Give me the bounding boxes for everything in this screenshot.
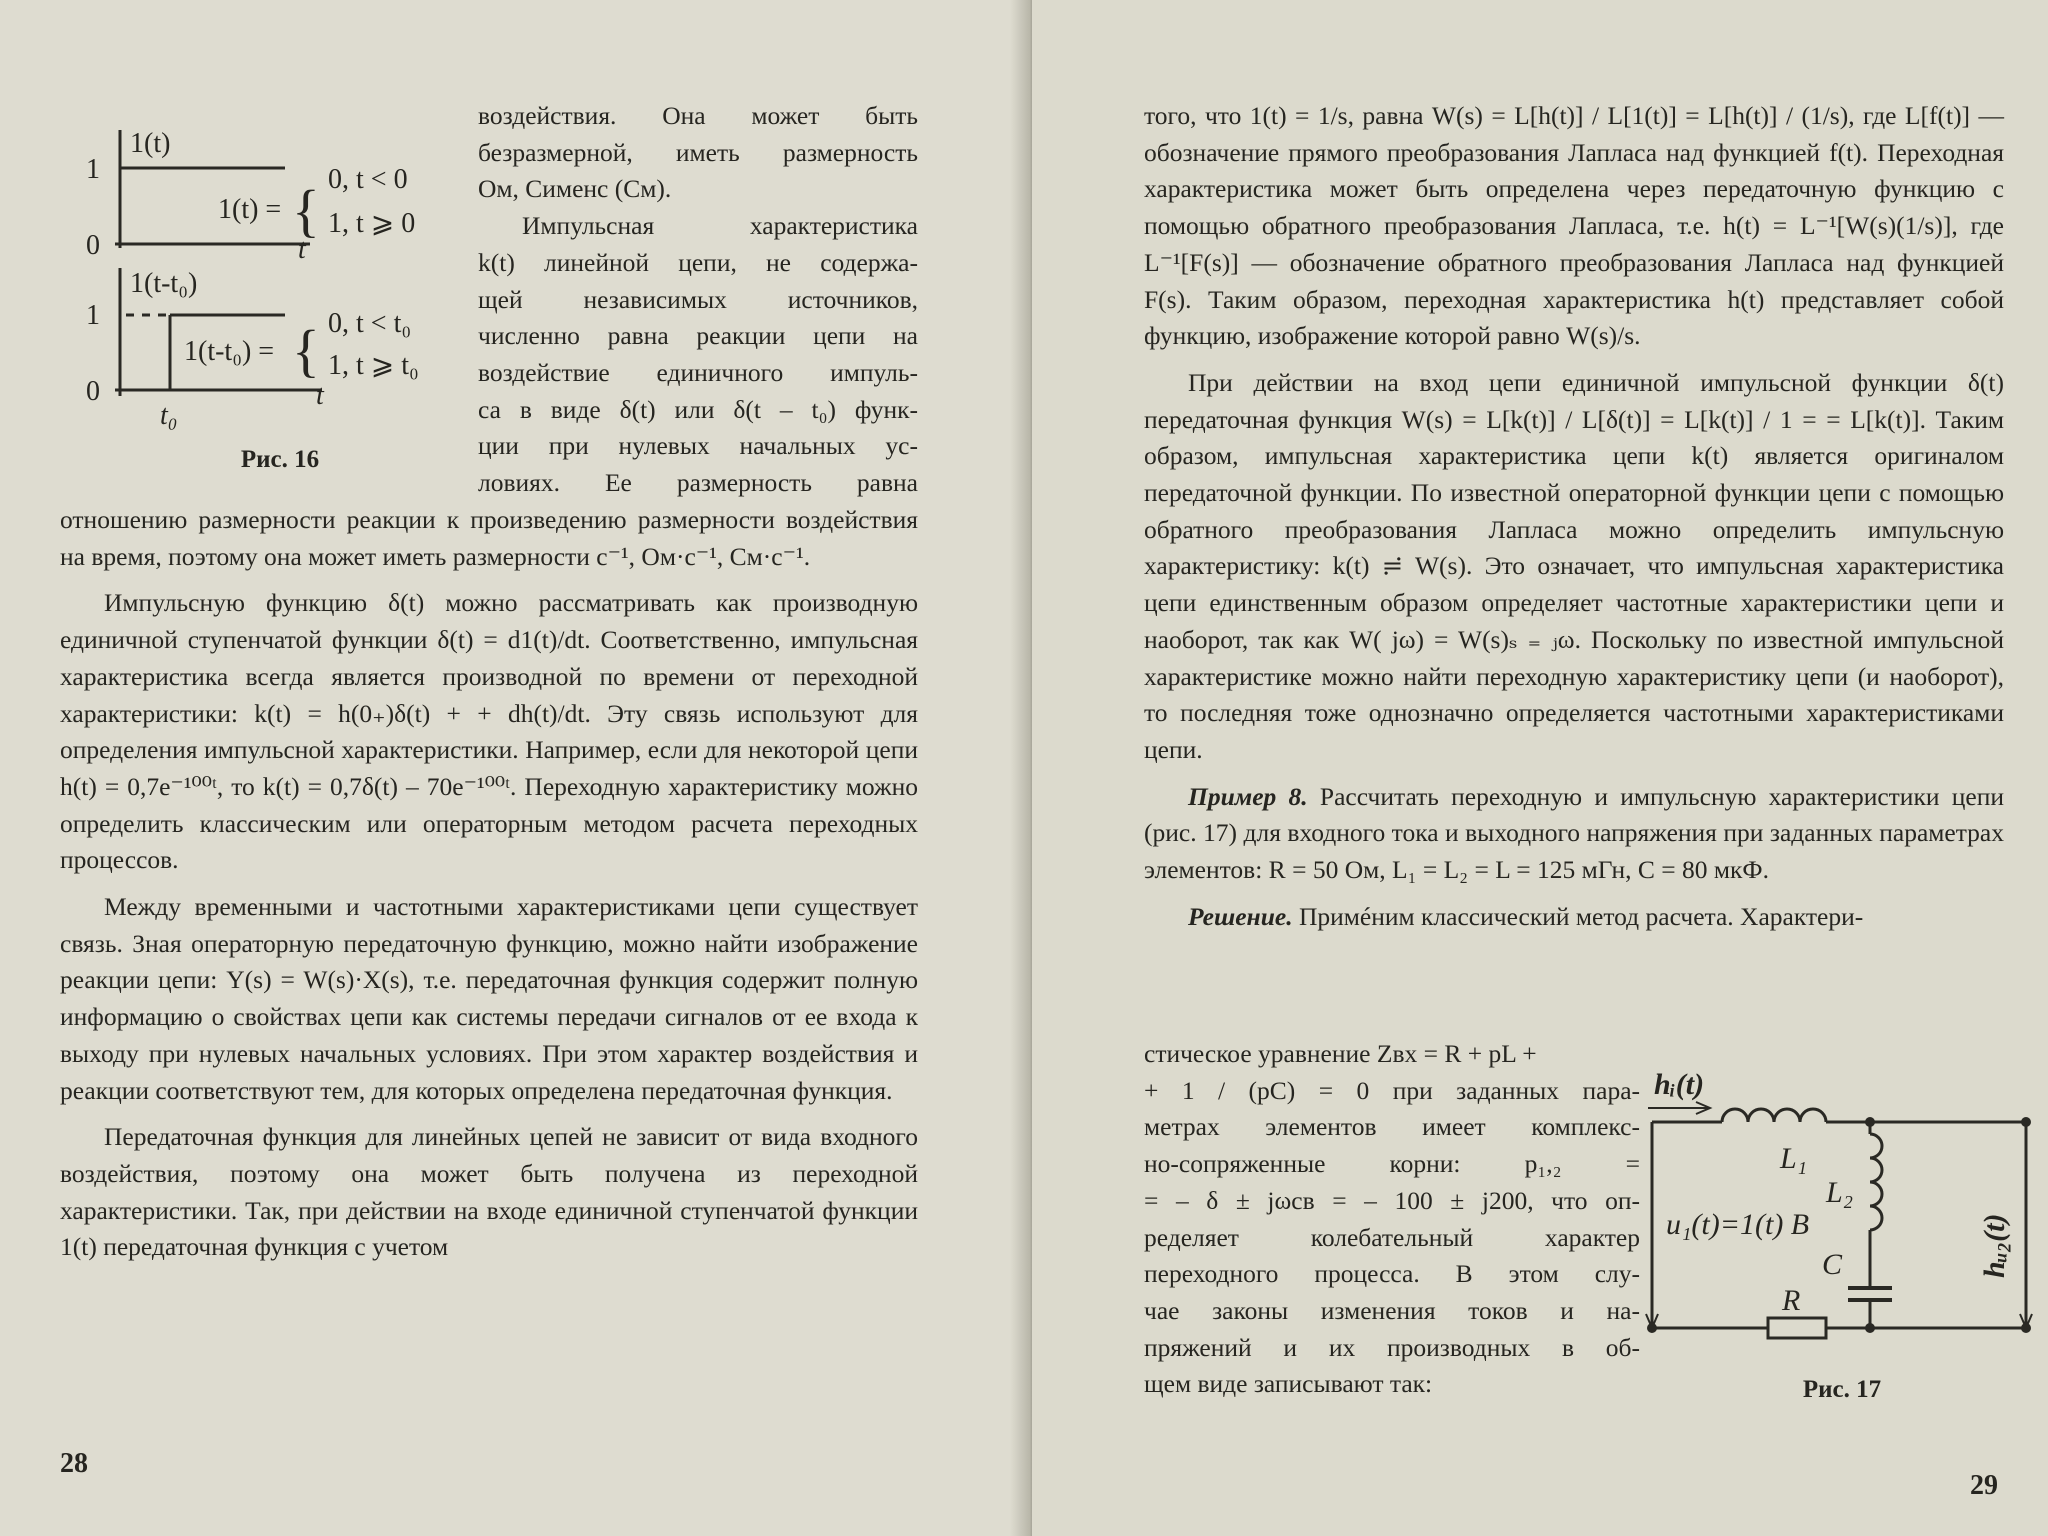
figure-16-caption: Рис. 16 — [240, 446, 320, 473]
graph1-y-one: 1 — [86, 154, 100, 185]
side-line: ловиях. Ее размерность равна — [478, 468, 918, 498]
side-line: воздействие единичного импуль- — [478, 357, 918, 387]
right-page — [1032, 0, 2048, 1536]
paragraph: отношению размерности реакции к произведению размерности воздействия на время, поэтому она может иметь размерности с⁻¹, Ом·с⁻¹, См·с⁻¹. — [60, 505, 918, 571]
side-line: безразмерной, иметь размерность — [478, 137, 918, 167]
side-line: щей независимых источников, — [478, 284, 918, 314]
graph2-y-zero: 0 — [86, 376, 100, 407]
paragraph: Импульсную функцию δ(t) можно рассматривать как производную единичной ступенчатой функции δ(t) = d1(t)/dt. Соответственно, импульсная характеристика всегда является производной по времени от переходной характеристики: k(t) = h(0₊)δ(t) + + dh(t)/dt. Эту связь используют для определения импульсной характеристики. Например, если для некоторой цепи h(t) = 0,7e⁻¹⁰⁰ᵗ, то k(t) = 0,7δ(t) – 70e⁻¹⁰⁰ᵗ. Переходную характеристику можно определить классическим или операторным методом расчета переходных процессов. — [60, 588, 918, 875]
label-r: R — [1782, 1284, 1801, 1317]
left-body-text — [60, 502, 918, 1266]
side-line: Импульсная характеристика — [522, 211, 918, 241]
label-output: hᵤ₂(t) — [1978, 1213, 2011, 1278]
right-body-text — [1144, 98, 2004, 935]
graph1-case2: 1, t ⩾ 0 — [328, 208, 416, 239]
side-line: Ом, Сименс (См). — [478, 174, 672, 204]
side-line: метрах элементов имеет комплекс- — [1144, 1112, 1640, 1142]
inductor-l1 — [1722, 1109, 1826, 1122]
figure-16 — [60, 118, 470, 448]
side-line: = – δ ± jωсв = – 100 ± j200, что оп- — [1144, 1185, 1640, 1215]
resistor-r — [1768, 1318, 1826, 1338]
side-line: чае законы изменения токов и на- — [1144, 1295, 1640, 1325]
paragraph: Между временными и частотными характеристиками цепи существует связь. Зная операторную передаточную функцию, можно найти изображение реакции цепи: Y(s) = W(s)·X(s), т.е. передаточная функция содержит полную информацию о свойствах цепи как системы передачи сигналов от ее входа к выходу при нулевых начальных условиях. При этом характер воздействия и реакции соответствуют тем, для которых определена передаточная функция. — [60, 892, 918, 1105]
side-line: + 1 / (pC) = 0 при заданных пара- — [1144, 1075, 1640, 1105]
graph1-brace: { — [292, 178, 320, 243]
label-l1: L₁ — [1780, 1142, 1808, 1175]
right-side-text — [1144, 1036, 1640, 1403]
graph1-case1: 0, t < 0 — [328, 164, 408, 195]
left-side-text — [478, 98, 918, 502]
side-line: ределяет колебательный характер — [1144, 1222, 1640, 1252]
graph1-label: 1(t) — [130, 128, 171, 159]
side-line: переходного процесса. В этом слу- — [1144, 1259, 1640, 1289]
graph2-case1: 0, t < t₀ — [328, 308, 412, 339]
graph1-y-zero: 0 — [86, 230, 100, 261]
side-line: численно равна реакции цепи на — [478, 321, 918, 351]
example-paragraph — [1144, 779, 2004, 889]
graph2-eq-lhs: 1(t-t₀) = — [184, 336, 275, 367]
side-line: стическое уравнение Zвх = R + pL + — [1144, 1039, 1537, 1068]
graph1-x-label: t — [298, 234, 306, 265]
graph2-x-label: t — [316, 380, 324, 411]
graph2-y-one: 1 — [86, 300, 100, 331]
side-line: воздействия. Она может быть — [478, 101, 918, 130]
side-line: пряжений и их производных в об- — [1144, 1332, 1640, 1362]
label-c: C — [1822, 1248, 1843, 1281]
solution-label: Решение. — [1188, 901, 1293, 931]
label-l2: L₂ — [1826, 1176, 1854, 1209]
paragraph: Передаточная функция для линейных цепей не зависит от вида входного воздействия, поэтому она может быть получена из переходной характеристики. Так, при действии на входе единичной ступенчатой функции 1(t) передаточная функция с учетом — [60, 1122, 918, 1262]
graph2-case2: 1, t ⩾ t₀ — [328, 350, 419, 381]
graph2-label: 1(t-t₀) — [130, 268, 198, 299]
graph2-t0-label: t₀ — [160, 400, 178, 431]
side-line: k(t) линейной цепи, не содержа- — [478, 247, 918, 277]
paragraph: При действии на вход цепи единичной импульсной функции δ(t) передаточная функция W(s) = L[k(t)] / L[δ(t)] = L[k(t)] / 1 = = L[k(t)]. Таким образом, импульсная характеристика цепи k(t) является оригиналом передаточной функции. По известной операторной функции цепи с помощью обратного преобразования Лапласа можно определить импульсную характеристику: k(t) ≓ W(s). Это означает, что импульсная характеристика цепи единственным образом определяет частотные характеристики цепи и наоборот, так как W( jω) = W(s)ₛ ₌ ⱼω. Поскольку по известной импульсной характеристике можно найти переходную характеристику цепи (и наоборот), то последняя тоже однозначно определяется частотными характеристиками цепи. — [1144, 367, 2004, 764]
example-text: Рассчитать переходную и импульсную характеристики цепи (рис. 17) для входного тока и выходного напряжения при заданных параметрах элементов: R = 50 Ом, L₁ = L₂ = L = 125 мГн, C = 80 мкФ. — [1144, 781, 2004, 885]
figure-17-caption: Рис. 17 — [1802, 1376, 1882, 1403]
solution-paragraph — [1144, 899, 2004, 936]
side-line: ции при нулевых начальных ус- — [478, 431, 918, 461]
label-source: u₁(t)=1(t) В — [1666, 1208, 1810, 1241]
graph2-brace: { — [292, 318, 320, 383]
figure-17-circuit — [1642, 1058, 2042, 1358]
label-current: hᵢ(t) — [1654, 1068, 1705, 1101]
side-line: но-сопряженные корни: p₁,₂ = — [1144, 1149, 1640, 1179]
page-number: 28 — [60, 1448, 88, 1479]
inductor-l2 — [1870, 1134, 1882, 1230]
paragraph: того, что 1(t) = 1/s, равна W(s) = L[h(t)] / L[1(t)] = L[h(t)] / (1/s), где L[f(t)] — обозначение прямого преобразования Лапласа над функцией f(t). Переходная характеристика может быть определена через передаточную функцию с помощью обратного преобразования Лапласа, т.е. h(t) = L⁻¹[W(s)(1/s)], где L⁻¹[F(s)] — обозначение обратного преобразования Лапласа над функцией F(s). Таким образом, переходная характеристика h(t) представляет собой функцию, изображение которой равно W(s)/s. — [1144, 101, 2004, 351]
side-line: щем виде записывают так: — [1144, 1369, 1433, 1399]
example-label: Пример 8. — [1188, 781, 1308, 811]
side-line: са в виде δ(t) или δ(t – t₀) функ- — [478, 394, 918, 424]
solution-text: Примéним классический метод расчета. Характери- — [1292, 901, 1864, 931]
page-number: 29 — [1970, 1470, 1998, 1501]
graph1-eq-lhs: 1(t) = — [218, 194, 282, 225]
